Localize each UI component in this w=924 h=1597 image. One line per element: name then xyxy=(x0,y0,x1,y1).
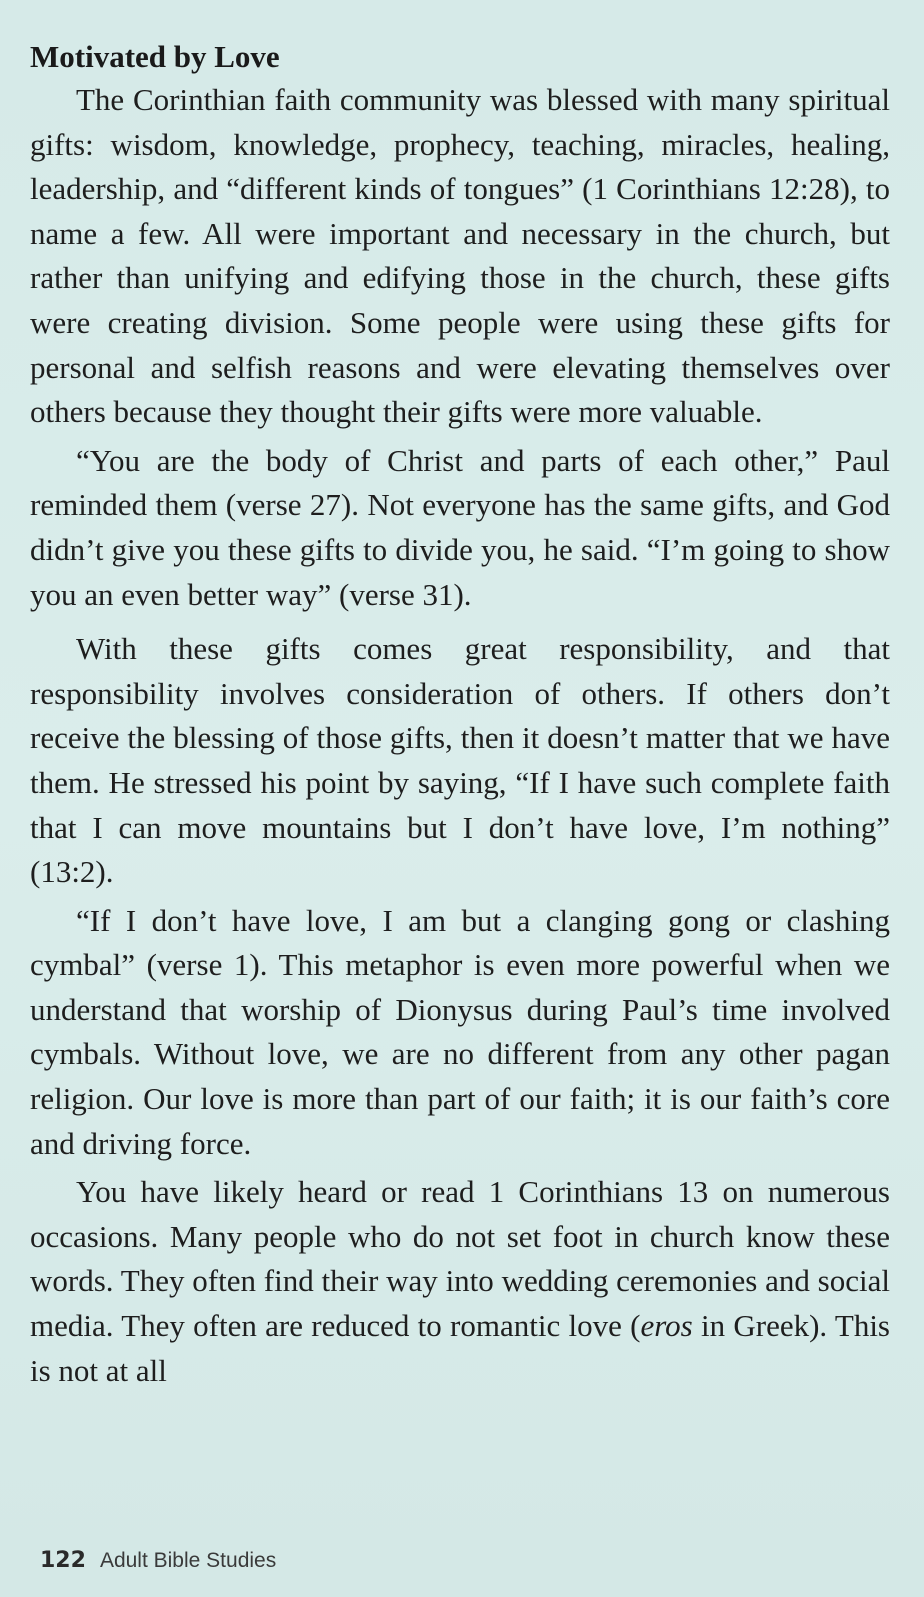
section-heading: Motivated by Love xyxy=(30,39,280,74)
paragraph-2: “You are the body of Christ and parts of each other,” Paul reminded them (verse 27). Not everyone has the same gifts, and God didn’t give you these gifts to divide you, he said. “I’m going to show you an even better way” (verse 31). xyxy=(30,442,890,612)
paragraph-5 xyxy=(30,1170,890,1393)
publication-title: Adult Bible Studies xyxy=(99,1549,277,1572)
paragraph-1: The Corinthian faith community was blessed with many spiritual gifts: wisdom, knowledge, prophecy, teaching, miracles, healing, leadership, and “different kinds of tongues” (1 Corinthians 12:28), to name a few. All were important and necessary in the church, but rather than unifying and edifying those in the church, these gifts were creating division. Some people were using these gifts for personal and selfish reasons and were elevating themselves over others because they thought their gifts were more valuable. xyxy=(30,82,890,430)
page-number: 122 xyxy=(40,1548,86,1573)
article xyxy=(30,36,890,1393)
page-footer xyxy=(40,1548,276,1582)
paragraph-3: With these gifts comes great responsibility, and that responsibility involves consideration of others. If others don’t receive the blessing of those gifts, then it doesn’t matter that we have them. He stressed his point by saying, “If I have such complete faith that I can move mountains but I don’t have love, I’m nothing” (13:2). xyxy=(30,631,890,890)
paragraph-5-italic-term: eros xyxy=(640,1308,693,1344)
paragraph-5-text-end: in Greek). This is not at all xyxy=(30,1308,890,1388)
paragraph-5-text-start: You have likely heard or read 1 Corinthians 13 on numerous occasions. Many people who do not set foot in church know these words. They often find their way into wedding ceremonies and social media. They often are reduced to romantic love ( xyxy=(30,1174,890,1344)
paragraph-4: “If I don’t have love, I am but a clanging gong or clashing cymbal” (verse 1). This metaphor is even more powerful when we understand that worship of Dionysus during Paul’s time involved cymbals. Without love, we are no different from any other pagan religion. Our love is more than part of our faith; it is our faith’s core and driving force. xyxy=(30,902,890,1161)
